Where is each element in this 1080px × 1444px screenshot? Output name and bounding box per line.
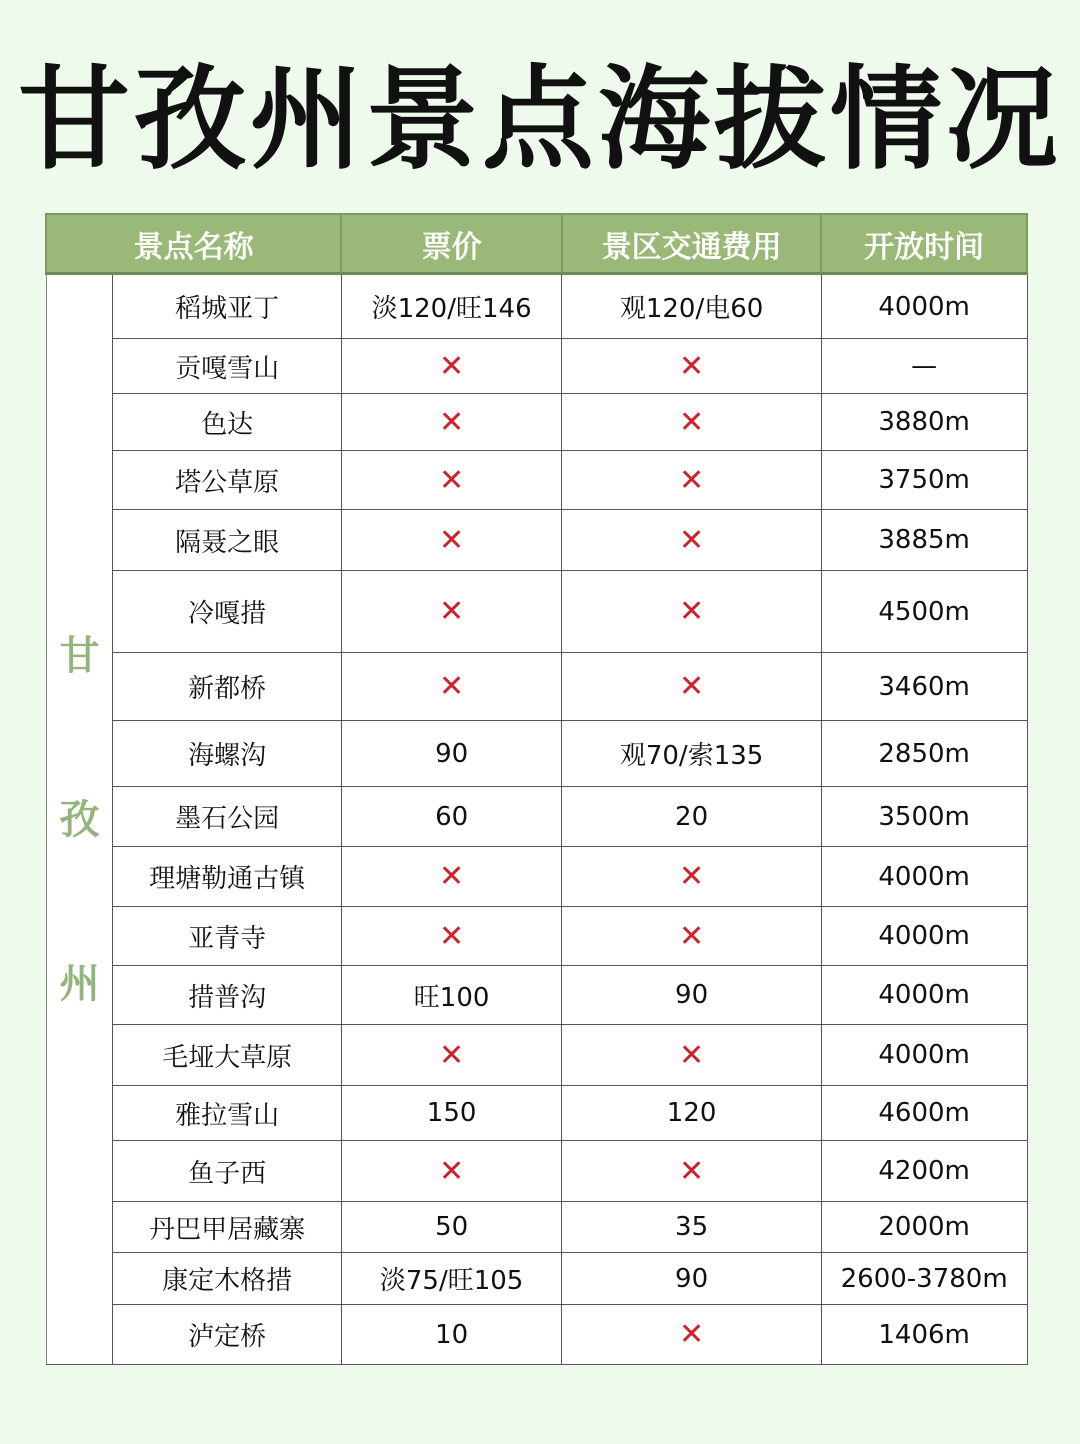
table-row	[46, 571, 1027, 653]
altitude-cell: —	[821, 339, 1027, 394]
transport-fee-cell: ✕	[562, 339, 821, 394]
table-row	[46, 451, 1027, 510]
table-row	[46, 721, 1027, 787]
ticket-price-cell: 150	[341, 1086, 562, 1141]
table-row	[46, 966, 1027, 1025]
transport-fee-cell: 观120/电60	[562, 274, 821, 339]
transport-fee-cell: ✕	[562, 847, 821, 907]
table-row	[46, 274, 1027, 339]
ticket-price-cell: ✕	[341, 451, 562, 510]
ticket-price-cell: ✕	[341, 847, 562, 907]
ticket-price-cell: 50	[341, 1202, 562, 1253]
spot-name-cell: 毛垭大草原	[113, 1025, 341, 1086]
altitude-cell: 3500m	[821, 787, 1027, 847]
transport-fee-cell: ✕	[562, 394, 821, 451]
spot-name-cell: 亚青寺	[113, 907, 341, 966]
table-row	[46, 1305, 1027, 1365]
ticket-price-cell: ✕	[341, 394, 562, 451]
table-row	[46, 1202, 1027, 1253]
altitude-cell: 3750m	[821, 451, 1027, 510]
transport-fee-cell: ✕	[562, 451, 821, 510]
header-transport: 景区交通费用	[562, 214, 821, 274]
transport-fee-cell: ✕	[562, 571, 821, 653]
spot-name-cell: 稻城亚丁	[113, 274, 341, 339]
spot-name-cell: 海螺沟	[113, 721, 341, 787]
table-row	[46, 1086, 1027, 1141]
transport-fee-cell: ✕	[562, 907, 821, 966]
altitude-cell: 4000m	[821, 966, 1027, 1025]
spot-name-cell: 康定木格措	[113, 1253, 341, 1305]
spot-name-cell: 理塘勒通古镇	[113, 847, 341, 907]
transport-fee-cell: 35	[562, 1202, 821, 1253]
table-header-row	[46, 214, 1027, 274]
table-row	[46, 1025, 1027, 1086]
transport-fee-cell: 90	[562, 1253, 821, 1305]
spot-name-cell: 泸定桥	[113, 1305, 341, 1365]
region-char: 孜	[59, 796, 100, 843]
table-row	[46, 907, 1027, 966]
spot-name-cell: 贡嘎雪山	[113, 339, 341, 394]
ticket-price-cell: 旺100	[341, 966, 562, 1025]
spot-name-cell: 新都桥	[113, 653, 341, 721]
header-altitude: 开放时间	[821, 214, 1027, 274]
table-row	[46, 1253, 1027, 1305]
altitude-cell: 4200m	[821, 1141, 1027, 1202]
transport-fee-cell: ✕	[562, 510, 821, 571]
altitude-cell: 4000m	[821, 1025, 1027, 1086]
spot-name-cell: 冷嘎措	[113, 571, 341, 653]
transport-fee-cell: 20	[562, 787, 821, 847]
table-row	[46, 339, 1027, 394]
altitude-cell: 4600m	[821, 1086, 1027, 1141]
altitude-cell: 4000m	[821, 847, 1027, 907]
transport-fee-cell: 90	[562, 966, 821, 1025]
altitude-cell: 1406m	[821, 1305, 1027, 1365]
ticket-price-cell: ✕	[341, 1141, 562, 1202]
spot-name-cell: 塔公草原	[113, 451, 341, 510]
altitude-cell: 4000m	[821, 907, 1027, 966]
altitude-cell: 2000m	[821, 1202, 1027, 1253]
scenic-spot-table	[45, 213, 1028, 1365]
altitude-cell: 4000m	[821, 274, 1027, 339]
altitude-cell: 4500m	[821, 571, 1027, 653]
region-char: 甘	[59, 632, 100, 679]
ticket-price-cell: 淡120/旺146	[341, 274, 562, 339]
ticket-price-cell: ✕	[341, 510, 562, 571]
spot-name-cell: 丹巴甲居藏寨	[113, 1202, 341, 1253]
altitude-cell: 3460m	[821, 653, 1027, 721]
region-char: 州	[59, 960, 100, 1007]
spot-name-cell: 墨石公园	[113, 787, 341, 847]
region-label	[46, 274, 113, 1365]
ticket-price-cell: ✕	[341, 571, 562, 653]
table-row	[46, 394, 1027, 451]
spot-name-cell: 雅拉雪山	[113, 1086, 341, 1141]
ticket-price-cell: ✕	[341, 1025, 562, 1086]
header-ticket: 票价	[341, 214, 562, 274]
ticket-price-cell: 淡75/旺105	[341, 1253, 562, 1305]
table-row	[46, 653, 1027, 721]
transport-fee-cell: ✕	[562, 1141, 821, 1202]
transport-fee-cell: ✕	[562, 1025, 821, 1086]
ticket-price-cell: ✕	[341, 653, 562, 721]
header-name: 景点名称	[46, 214, 341, 274]
transport-fee-cell: 观70/索135	[562, 721, 821, 787]
page-title: 甘孜州景点海拔情况	[18, 55, 1062, 185]
spot-name-cell: 措普沟	[113, 966, 341, 1025]
transport-fee-cell: ✕	[562, 653, 821, 721]
spot-name-cell: 鱼子西	[113, 1141, 341, 1202]
transport-fee-cell: 120	[562, 1086, 821, 1141]
altitude-cell: 3880m	[821, 394, 1027, 451]
altitude-cell: 3885m	[821, 510, 1027, 571]
ticket-price-cell: ✕	[341, 339, 562, 394]
table-row	[46, 1141, 1027, 1202]
altitude-cell: 2600-3780m	[821, 1253, 1027, 1305]
table-row	[46, 787, 1027, 847]
table-row	[46, 847, 1027, 907]
transport-fee-cell: ✕	[562, 1305, 821, 1365]
spot-name-cell: 隔聂之眼	[113, 510, 341, 571]
altitude-cell: 2850m	[821, 721, 1027, 787]
ticket-price-cell: 90	[341, 721, 562, 787]
table-row	[46, 510, 1027, 571]
ticket-price-cell: 60	[341, 787, 562, 847]
spot-name-cell: 色达	[113, 394, 341, 451]
ticket-price-cell: 10	[341, 1305, 562, 1365]
ticket-price-cell: ✕	[341, 907, 562, 966]
